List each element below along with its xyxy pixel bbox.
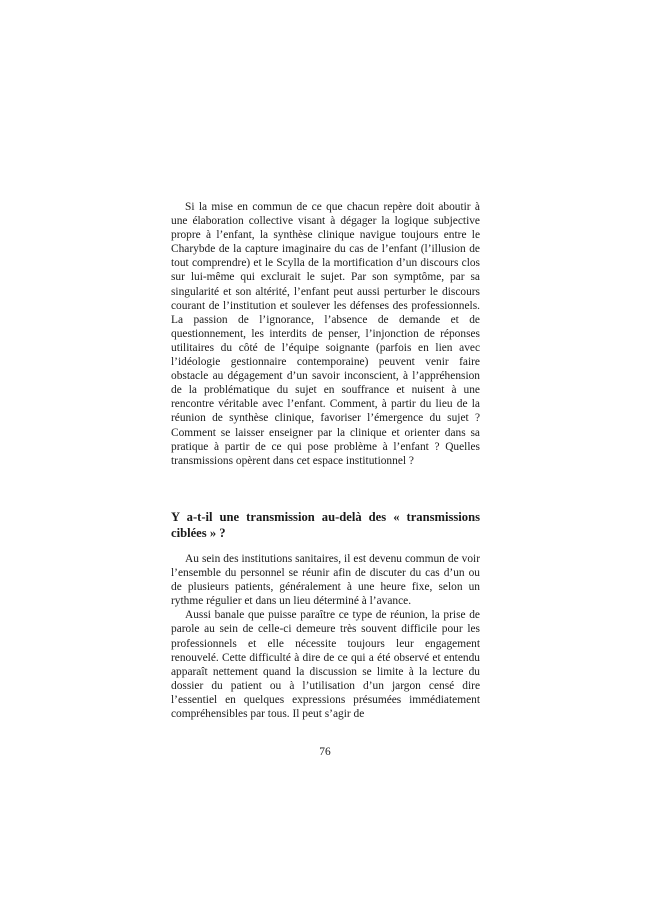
paragraph-institutions: Au sein des institutions sanitaires, il est devenu commun de voir l’ensemble du personnel se réunir afin de discuter du cas d’un ou de plusieurs patients, généralement à une heure fixe, selon un rythme régulier et dans un lieu déterminé à l’avance. <box>171 553 480 608</box>
paragraph-synthese-clinique: Si la mise en commun de ce que chacun repère doit aboutir à une élaboration collective visant à dégager la logique subjective propre à l’enfant, la synthèse clinique navigue toujours entre le Charybde de la capture imaginaire du cas de l’enfant (l’illusion de tout comprendre) et le Scylla de la mortification d’un discours clos sur lui-même qui exclurait le sujet. Par son symptôme, par sa singularité et son altérité, l’enfant peut aussi perturber le discours courant de l’institution et soulever les défenses des professionnels. La passion de l’ignorance, l’absence de demande et de questionnement, les interdits de penser, l’injonction de réponses utilitaires du côté de l’équipe soignante (parfois en lien avec l’idéologie gestionnaire contemporaine) peuvent venir faire obstacle au dégagement d’un savoir inconscient, à l’appréhension de la problématique du sujet en souffrance et nuisent à une rencontre véritable avec l’enfant. Comment, à partir du lieu de la réunion de synthèse clinique, favoriser l’émergence du sujet ? Comment se laisser enseigner par la clinique et orienter dans sa pratique à partir de ce qui pose problème à l’enfant ? Quelles transmissions opèrent dans cet espace institutionnel ? <box>171 201 480 467</box>
body-text-bottom <box>171 552 480 721</box>
page-number: 76 <box>319 746 331 758</box>
paragraph-reunion: Aussi banale que puisse paraître ce type de réunion, la prise de parole au sein de celle-ci demeure très souvent difficile pour les professionnels et elle nécessite toujours leur engagement renouvelé. Cette difficulté à dire de ce qui a été observé et entendu apparaît nettement quand la discussion se limite à la lecture du dossier du patient ou à l’utilisation d’un jargon censé dire l’essentiel en quelques expressions présumées immédiatement compréhensibles par tous. Il peut s’agir de <box>171 609 480 721</box>
section-heading: Y a-t-il une transmission au-delà des « transmissions ciblées » ? <box>171 510 480 540</box>
body-text-top <box>171 200 480 468</box>
